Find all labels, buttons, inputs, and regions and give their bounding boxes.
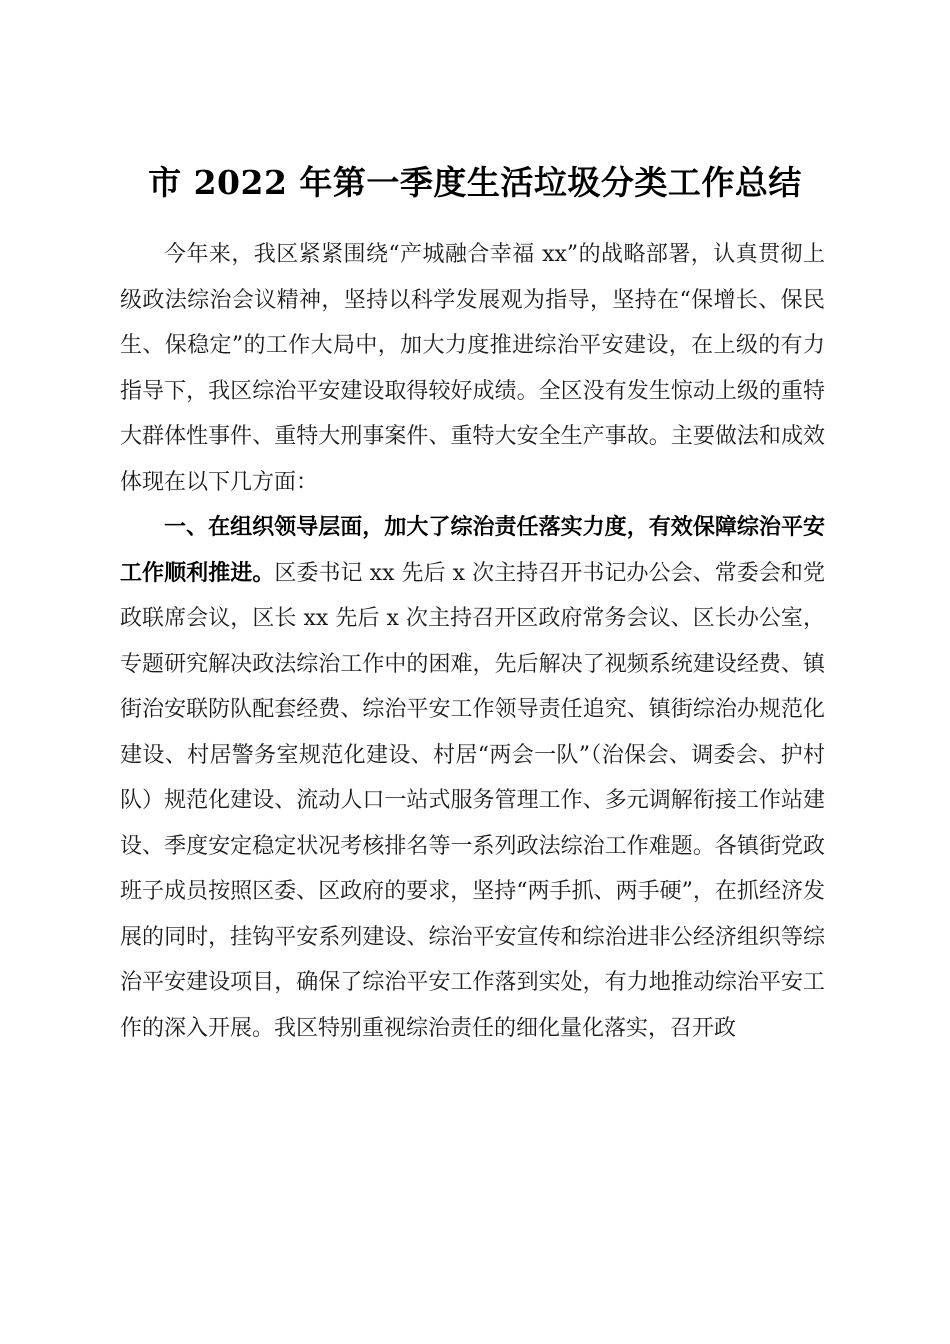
intro-paragraph bbox=[120, 232, 825, 505]
section-one-heading: 一、在组织领导层面，加大了综治责任落实力度，有效保障综治平安工作顺利推进。 bbox=[120, 515, 825, 586]
document-title: 市 2022 年第一季度生活垃圾分类工作总结 bbox=[148, 163, 802, 203]
section-one-paragraph bbox=[120, 505, 825, 1051]
document-body bbox=[120, 232, 825, 1051]
section-one-text: 区委书记 xx 先后 x 次主持召开书记办公会、常委会和党政联席会议，区长 xx 先后 x 次主持召开区政府常务会议、区长办公室，专题研究解决政法综治工作中的困难，先后解决了视频系统建设经费、镇街治安联防队配套经费、综治平安工作领导责任追究、镇街综治办规范化建设、村居警务室规范化建设、村居“两会一队”（治保会、调委会、护村队）规范化建设、流动人口一站式服务管理工作、多元调解衔接工作站建设、季度安定稳定状况考核排名等一系列政法综治工作难题。各镇街党政班子成员按照区委、区政府的要求，坚持“两手抓、两手硬”，在抓经济发展的同时，挂钩平安系列建设、综治平安宣传和综治进非公经济组织等综治平安建设项目，确保了综治平安工作落到实处，有力地推动综治平安工作的深入开展。我区特别重视综治责任的细化量化落实，召开政 bbox=[120, 560, 825, 1041]
intro-paragraph-text: 今年来，我区紧紧围绕“产城融合幸福 xx”的战略部署，认真贯彻上级政法综治会议精神，坚持以科学发展观为指导，坚持在“保增长、保民生、保稳定”的工作大局中，加大力度推进综治平安建设，在上级的有力指导下，我区综治平安建设取得较好成绩。全区没有发生惊动上级的重特大群体性事件、重特大刑事案件、重特大安全生产事故。主要做法和成效体现在以下几方面： bbox=[120, 242, 825, 495]
